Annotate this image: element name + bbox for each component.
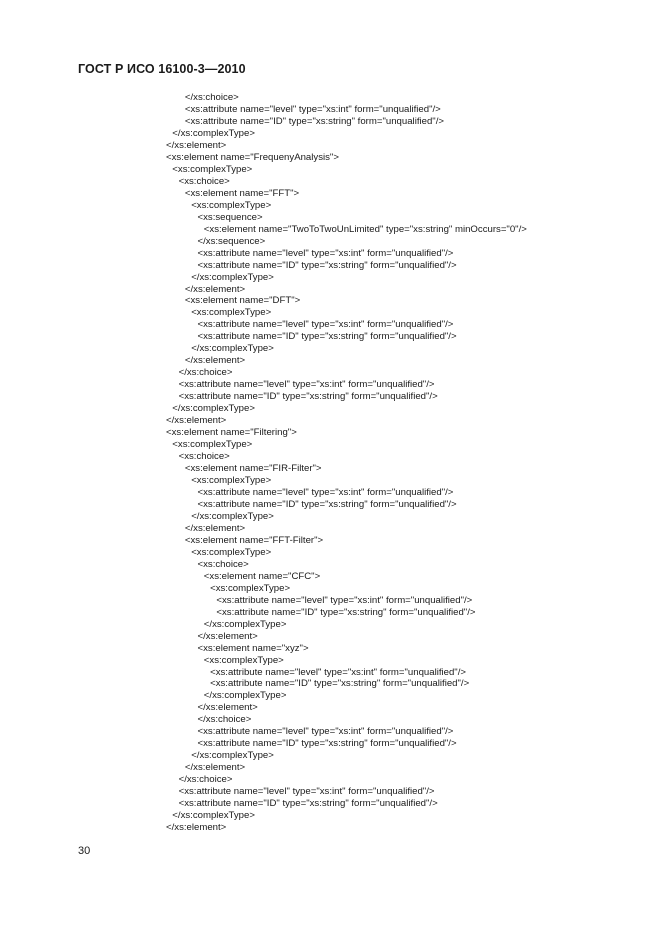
code-line: <xs:attribute name="ID" type="xs:string" form="unqualified"/> (197, 738, 457, 750)
code-line: <xs:choice> (178, 451, 230, 463)
code-line: </xs:complexType> (191, 750, 274, 762)
code-line: </xs:element> (166, 415, 227, 427)
code-line: </xs:choice> (178, 367, 233, 379)
code-line: <xs:attribute name="ID" type="xs:string" form="unqualified"/> (178, 391, 438, 403)
code-line: <xs:attribute name="level" type="xs:int" form="unqualified"/> (197, 319, 454, 331)
code-line: <xs:choice> (197, 558, 249, 570)
code-line: </xs:complexType> (203, 690, 287, 702)
code-line: <xs:attribute name="ID" type="xs:string" form="unqualified"/> (197, 259, 457, 271)
code-line: </xs:complexType> (191, 343, 274, 355)
code-line: <xs:complexType> (203, 654, 284, 666)
code-line: <xs:complexType> (191, 475, 272, 486)
code-line: </xs:choice> (184, 92, 239, 103)
code-line: <xs:element name="FFT"> (184, 187, 300, 199)
code-line: <xs:attribute name="ID" type="xs:string" form="unqualified"/> (216, 606, 476, 618)
code-line: <xs:element name="DFT"> (184, 295, 301, 307)
code-line: <xs:complexType> (210, 582, 291, 594)
code-line: </xs:complexType> (191, 510, 274, 522)
code-line: <xs:choice> (178, 175, 230, 187)
code-line: </xs:element> (166, 822, 227, 834)
code-line: </xs:complexType> (172, 403, 255, 415)
code-line: <xs:attribute name="ID" type="xs:string" form="unqualified"/> (178, 798, 438, 810)
code-line: <xs:element name="CFC"> (203, 570, 321, 582)
code-line: </xs:complexType> (172, 810, 255, 822)
code-line: </xs:element> (197, 702, 258, 714)
code-line: <xs:element name="Filtering"> (166, 427, 297, 439)
code-line: <xs:attribute name="level" type="xs:int" form="unqualified"/> (197, 726, 454, 738)
code-line: <xs:element name="xyz"> (197, 642, 309, 654)
code-line: </xs:complexType> (203, 618, 287, 630)
code-line: </xs:element> (166, 139, 227, 151)
code-line: <xs:attribute name="level" type="xs:int" form="unqualified"/> (210, 666, 466, 678)
code-line: </xs:element> (184, 522, 246, 534)
code-line: <xs:attribute name="ID" type="xs:string" form="unqualified"/> (197, 498, 457, 510)
code-line: </xs:element> (184, 283, 246, 295)
code-line: </xs:element> (184, 355, 246, 367)
code-line: </xs:element> (197, 630, 258, 642)
xml-code-listing (166, 92, 527, 834)
code-line: </xs:sequence> (197, 235, 266, 247)
document-header: ГОСТ Р ИСО 16100-3—2010 (78, 62, 246, 76)
code-line: <xs:attribute name="ID" type="xs:string" form="unqualified"/> (184, 115, 444, 127)
code-line: <xs:element name="FFT-Filter"> (184, 534, 324, 546)
code-line: <xs:element name="TwoToTwoUnLimited" type="xs:string" minOccurs="0"/> (203, 223, 527, 235)
code-line: <xs:complexType> (191, 307, 272, 319)
code-line: <xs:attribute name="ID" type="xs:string" form="unqualified"/> (197, 331, 457, 343)
code-line: <xs:attribute name="ID" type="xs:string" form="unqualified"/> (210, 678, 470, 690)
code-line: <xs:attribute name="level" type="xs:int" form="unqualified"/> (216, 594, 473, 606)
code-line: <xs:attribute name="level" type="xs:int" form="unqualified"/> (178, 786, 435, 798)
code-line: </xs:complexType> (172, 127, 255, 139)
code-line: <xs:attribute name="level" type="xs:int" form="unqualified"/> (197, 247, 454, 259)
code-line: <xs:attribute name="level" type="xs:int" form="unqualified"/> (184, 103, 441, 115)
code-line: <xs:element name="FrequenyAnalysis"> (166, 151, 339, 163)
code-line: </xs:choice> (178, 774, 233, 786)
code-line: </xs:choice> (197, 714, 252, 726)
code-line: </xs:element> (184, 762, 246, 774)
code-line: <xs:complexType> (172, 439, 253, 451)
page-number: 30 (78, 845, 91, 857)
code-line: <xs:element name="FIR-Filter"> (184, 463, 322, 475)
code-line: <xs:complexType> (172, 163, 253, 175)
code-line: <xs:sequence> (197, 211, 263, 223)
code-line: <xs:complexType> (191, 546, 272, 558)
code-line: <xs:attribute name="level" type="xs:int" form="unqualified"/> (197, 486, 454, 498)
code-line: </xs:complexType> (191, 271, 274, 283)
code-line: <xs:complexType> (191, 199, 272, 211)
code-line: <xs:attribute name="level" type="xs:int" form="unqualified"/> (178, 379, 435, 391)
